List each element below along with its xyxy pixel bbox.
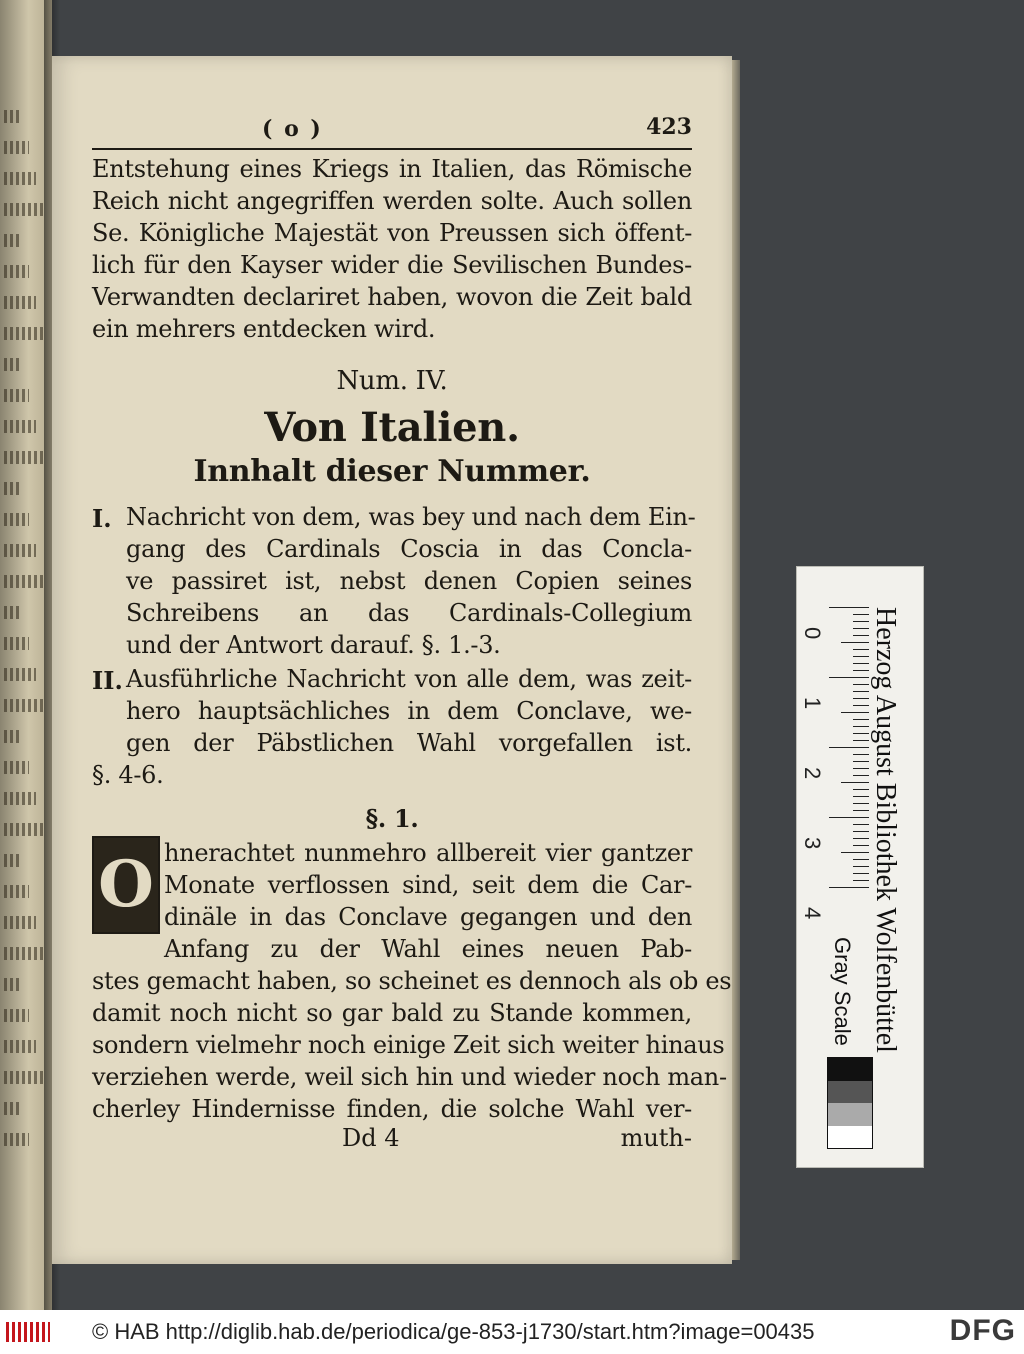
gray-swatch [828,1126,872,1149]
ruler-tick [853,789,869,790]
ruler-tick [853,726,869,727]
scale-number: 2 [800,767,825,780]
left-page-text-fragment [4,203,43,216]
text-line: lich für den Kayser wider die Sevilischen Bundes- [92,251,692,279]
copyright-url[interactable]: © HAB http://diglib.hab.de/periodica/ge-853-j1730/start.htm?image=00435 [92,1319,815,1344]
ruler-tick [853,873,869,874]
page-edge [732,60,740,1260]
ruler-tick [853,824,869,825]
gray-swatch [828,1103,872,1126]
scale-bar-card [796,566,924,1168]
ruler-tick [853,733,869,734]
text-line: stes gemacht haben, so scheinet es dennoch als ob es [92,967,732,995]
section-subtitle: Innhalt dieser Nummer. [193,454,591,489]
ruler-tick [841,642,869,643]
text-line: gen der Päbstlichen Wahl vorgefallen ist. [126,729,692,757]
left-page-text-fragment [4,265,29,278]
left-page-text-fragment [4,1102,22,1115]
text-line: und der Antwort darauf. §. 1.-3. [126,631,501,659]
ruler-tick [853,698,869,699]
left-page-text-fragment [4,110,22,123]
left-page-text-fragment [4,854,22,867]
ruler-tick [853,635,869,636]
ruler-tick [853,684,869,685]
institution-label: Herzog August Bibliothek Wolfenbüttel [870,607,901,1053]
ruler-tick [829,887,869,888]
ruler-tick [853,719,869,720]
ruler-tick [853,705,869,706]
text-line: damit noch nicht so gar bald zu Stande kommen, [92,999,692,1027]
ruler-tick [853,691,869,692]
decorated-initial: O [92,836,160,934]
header-ornament: ( o ) [262,116,323,142]
text-line: Nachricht von dem, was bey und nach dem Ein- [126,503,696,531]
gray-scale-label: Gray Scale [830,937,855,1046]
left-page-text-fragment [4,699,43,712]
section-title: Von Italien. [264,404,520,451]
text-line: hero hauptsächliches in dem Conclave, we- [126,697,692,725]
left-page-text-fragment [4,606,22,619]
scale-number: 0 [800,627,825,640]
ruler-tick [841,852,869,853]
gray-swatch [828,1058,872,1081]
left-page-text-fragment [4,885,29,898]
ruler-tick [829,607,869,608]
left-page-text-fragment [4,730,22,743]
text-line: gang des Cardinals Coscia in das Concla- [126,535,692,563]
footer-bar [0,1310,1024,1354]
ruler-tick [853,628,869,629]
ruler-tick [853,614,869,615]
left-page-text-fragment [4,327,43,340]
ruler-tick [853,810,869,811]
text-line: Verwandten declariret haben, wovon die Zeit bald [92,283,692,311]
text-line: dinäle in das Conclave gegangen und den [164,903,692,931]
running-header [92,112,692,150]
left-page-text-fragment [4,947,43,960]
ruler-tick [853,796,869,797]
gray-swatch [828,1081,872,1104]
ruler-tick [853,845,869,846]
text-line: sondern vielmehr noch einige Zeit sich weiter hinaus [92,1031,725,1059]
text-line: hnerachtet nunmehro allbereit vier gantzer [164,839,692,867]
left-page-text-fragment [4,1133,29,1146]
ruler-tick [829,747,869,748]
ruler-tick [829,817,869,818]
ruler-tick [853,880,869,881]
left-page-text-fragment [4,1040,36,1053]
item-marker: II. [92,666,123,695]
left-page-text-fragment [4,978,22,991]
left-page-text-fragment [4,141,29,154]
text-line: Schreibens an das Cardinals-Collegium [126,599,692,627]
ruler-tick [853,761,869,762]
number-heading: Num. IV. [336,366,448,396]
ruler-tick [853,670,869,671]
ruler-tick [853,740,869,741]
left-page-text-fragment [4,420,36,433]
left-page-text-fragment [4,916,36,929]
text-line: Ausführliche Nachricht von alle dem, was zeit- [126,665,692,693]
left-page-text-fragment [4,451,43,464]
text-line: cherley Hindernisse finden, die solche Wahl ver- [92,1095,692,1123]
signature-mark: Dd 4 [342,1124,400,1152]
book-page [52,56,732,1264]
ruler-tick [853,775,869,776]
scale-number: 1 [800,697,825,710]
left-page-text-fragment [4,296,36,309]
scale-number: 4 [800,907,825,920]
hab-logo-icon [6,1322,50,1342]
text-line: Reich nicht angegriffen werden solte. Auch sollen [92,187,692,215]
ruler-tick [853,656,869,657]
catchword: muth- [620,1124,692,1152]
left-page-text-fragment [4,234,22,247]
ruler-tick [841,782,869,783]
left-page-text-fragment [4,761,29,774]
left-page-text-fragment [4,513,29,526]
ruler-tick [853,838,869,839]
left-page-text-fragment [4,358,22,371]
left-page-text-fragment [4,1071,43,1084]
left-page-text-fragment [4,482,22,495]
page-number: 423 [646,114,692,140]
left-page-text-fragment [4,544,36,557]
ruler-tick [853,831,869,832]
text-line: verziehen werde, weil sich hin und wieder noch man- [92,1063,727,1091]
ruler-tick [853,866,869,867]
ruler-tick [829,677,869,678]
left-page-text-fragment [4,389,29,402]
ruler-tick [853,803,869,804]
text-line: §. 4-6. [92,761,164,789]
dfg-logo: DFG [949,1314,1016,1347]
text-line: ein mehrers entdecken wird. [92,315,436,343]
ruler-tick [853,621,869,622]
left-page-text-fragment [4,668,36,681]
text-line: ve passiret ist, nebst denen Copien seines [126,567,692,595]
left-page-text-fragment [4,172,36,185]
text-line: Monate verflossen sind, seit dem die Car- [164,871,692,899]
left-page-text-fragment [4,792,36,805]
gray-scale-swatches [827,1057,873,1149]
text-line: Anfang zu der Wahl eines neuen Pab- [164,935,692,963]
left-page-text-fragment [4,1009,29,1022]
ruler-tick [853,754,869,755]
text-line: Se. Königliche Majestät von Preussen sich öffent- [92,219,692,247]
item-marker: I. [92,504,112,533]
left-page-text-fragment [4,823,43,836]
ruler-tick [841,712,869,713]
left-page-text-fragment [4,637,29,650]
ruler-tick [853,649,869,650]
ruler-tick [853,768,869,769]
ruler-tick [853,859,869,860]
ruler-tick [853,663,869,664]
left-page-text-fragment [4,575,43,588]
scale-number: 3 [800,837,825,850]
paragraph-mark: §. 1. [365,804,419,833]
text-line: Entstehung eines Kriegs in Italien, das Römische [92,155,692,183]
